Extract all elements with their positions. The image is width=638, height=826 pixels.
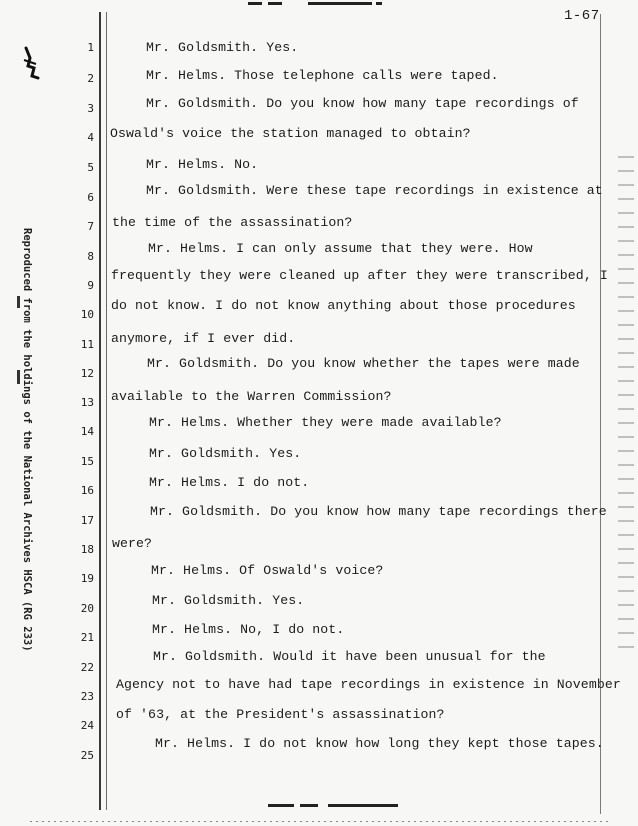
line-number: 15 — [80, 455, 94, 468]
line-number: 5 — [87, 161, 94, 174]
transcript-line: the time of the assassination? — [112, 215, 353, 230]
line-number: 24 — [80, 719, 94, 732]
line-number: 20 — [80, 602, 94, 615]
side-tick-mark — [17, 296, 20, 308]
page-number: 1-67 — [564, 8, 600, 24]
transcript-line: Mr. Helms. No. — [146, 157, 259, 172]
side-tick-mark — [17, 370, 20, 384]
transcript-line: of '63, at the President's assassination? — [116, 707, 445, 722]
line-number: 25 — [80, 749, 94, 762]
left-margin-rule — [99, 12, 101, 810]
line-number: 16 — [80, 484, 94, 497]
transcript-line: available to the Warren Commission? — [111, 389, 392, 404]
right-margin-rule — [600, 14, 601, 814]
bottom-edge-speckle — [30, 821, 610, 822]
transcript-line: Mr. Goldsmith. Do you know how many tape recordings there — [150, 504, 607, 519]
line-number: 18 — [80, 543, 94, 556]
transcript-line: were? — [112, 536, 153, 551]
left-margin-rule-inner — [106, 12, 107, 810]
transcript-line: frequently they were cleaned up after they were transcribed, I — [111, 268, 608, 283]
line-number: 14 — [80, 425, 94, 438]
handwritten-mark-icon — [20, 46, 44, 82]
transcript-line: Mr. Goldsmith. Were these tape recordings in existence at — [146, 183, 603, 198]
line-number: 4 — [87, 131, 94, 144]
line-number: 12 — [80, 367, 94, 380]
line-number: 9 — [87, 279, 94, 292]
transcript-line: Mr. Helms. I can only assume that they were. How — [148, 241, 533, 256]
transcript-line: Mr. Helms. I do not. — [149, 475, 310, 490]
line-number: 19 — [80, 572, 94, 585]
line-number: 22 — [80, 661, 94, 674]
line-number: 7 — [87, 220, 94, 233]
transcript-line: Mr. Goldsmith. Yes. — [149, 446, 302, 461]
transcript-line: Mr. Goldsmith. Yes. — [152, 593, 305, 608]
page-edge-shadow — [618, 150, 634, 650]
bottom-redaction-marks — [268, 802, 408, 810]
transcript-line: Mr. Goldsmith. Do you know how many tape recordings of — [146, 96, 579, 111]
line-number: 11 — [80, 338, 94, 351]
transcript-line: Mr. Helms. Of Oswald's voice? — [151, 563, 384, 578]
line-number: 23 — [80, 690, 94, 703]
line-number: 17 — [80, 514, 94, 527]
line-number: 13 — [80, 396, 94, 409]
transcript-line: Mr. Helms. Whether they were made available? — [149, 415, 502, 430]
transcript-line: Mr. Helms. No, I do not. — [152, 622, 345, 637]
transcript-line: Mr. Goldsmith. Do you know whether the tapes were made — [147, 356, 580, 371]
line-number: 3 — [87, 102, 94, 115]
transcript-line: anymore, if I ever did. — [111, 331, 296, 346]
transcript-line: Mr. Helms. I do not know how long they kept those tapes. — [155, 736, 604, 751]
line-number: 6 — [87, 191, 94, 204]
archive-stamp: Reproduced from the holdings of the National Archives HSCA (RG 233) — [21, 228, 33, 652]
transcript-line: Oswald's voice the station managed to obtain? — [110, 126, 471, 141]
transcript-line: do not know. I do not know anything about those procedures — [111, 298, 576, 313]
line-number: 10 — [80, 308, 94, 321]
line-number: 8 — [87, 250, 94, 263]
top-redaction-marks — [248, 0, 388, 8]
line-number: 2 — [87, 72, 94, 85]
transcript-line: Mr. Goldsmith. Yes. — [146, 40, 299, 55]
line-number: 21 — [80, 631, 94, 644]
line-number: 1 — [87, 41, 94, 54]
transcript-line: Mr. Helms. Those telephone calls were taped. — [146, 68, 499, 83]
transcript-line: Agency not to have had tape recordings in existence in November — [116, 677, 621, 692]
transcript-line: Mr. Goldsmith. Would it have been unusual for the — [153, 649, 546, 664]
